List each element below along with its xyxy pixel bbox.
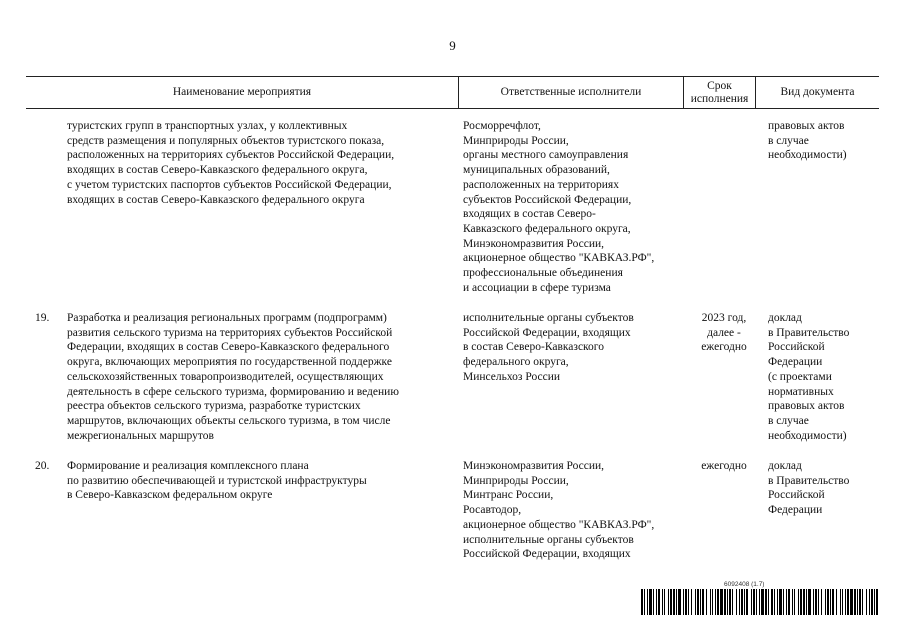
- barcode-bar: [813, 589, 814, 615]
- barcode-bar: [871, 589, 873, 615]
- barcode-bar: [753, 589, 755, 615]
- barcode-bar: [683, 589, 684, 615]
- barcode-bar: [741, 589, 743, 615]
- header-responsible: Ответственные исполнители: [500, 86, 642, 98]
- barcode-bar: [827, 589, 829, 615]
- barcode-bar: [761, 589, 764, 615]
- row-responsible: исполнительные органы субъектов Российской Федерации, входящих в состав Северо-Кавказского федерального округа, Минсельхоз России: [463, 312, 634, 383]
- row-name: туристских групп в транспортных узлах, у коллективных средств размещения и популярных объектов туристского показа, расположенных на территориях субъектов Российской Федерации, входящих в состав Северо-Кавказского федерального округа, с учетом туристских паспортов субъектов Российской Федерации, входящих в состав Северо-Кавказского федерального округа: [67, 120, 395, 206]
- barcode-bar: [691, 589, 692, 615]
- barcode-bar: [712, 589, 713, 615]
- barcode-bar: [710, 589, 711, 615]
- barcode-bar: [830, 589, 831, 615]
- barcode-bar: [825, 589, 826, 615]
- row-number: 19.: [35, 312, 50, 324]
- barcode-bar: [806, 589, 807, 615]
- barcode-bar: [670, 589, 672, 615]
- barcode-bar: [746, 589, 748, 615]
- barcode-bar: [744, 589, 745, 615]
- barcode-bar: [866, 589, 867, 615]
- barcode-bar: [783, 589, 784, 615]
- barcode-bar: [771, 589, 773, 615]
- barcode-bar: [840, 589, 841, 615]
- row-name: Разработка и реализация региональных программ (подпрограмм) развития сельского туризма на территориях субъектов Российской Федерации, входящих в состав Северо-Кавказского федерального округа, включающих мероприятия по государственной поддержке сельскохозяйственных товаропроизводителей, осуществляющих деятельность в сфере сельского туризма, формированию и ведению реестра объектов сельского туризма, разработке туристских маршрутов, включающих объекты сельского туризма, в том числе межрегиональных маршрутов: [67, 312, 399, 442]
- header-name: Наименование мероприятия: [172, 86, 312, 98]
- barcode-bar: [821, 589, 822, 615]
- barcode-bar: [854, 589, 856, 615]
- barcode-bar: [857, 589, 858, 615]
- barcode-bar: [685, 589, 687, 615]
- barcode-bar: [818, 589, 819, 615]
- barcode-bar: [803, 589, 805, 615]
- barcode-bar: [798, 589, 799, 615]
- row-doctype: доклад в Правительство Российской Федерации (с проектами нормативных правовых актов в случае необходимости): [768, 312, 850, 442]
- barcode-bar: [768, 589, 769, 615]
- barcode-bar: [842, 589, 843, 615]
- barcode-bar: [739, 589, 740, 615]
- barcode-bar: [702, 589, 704, 615]
- barcode-bar: [673, 589, 675, 615]
- barcode-bar: [695, 589, 696, 615]
- barcode-bar: [678, 589, 681, 615]
- barcode-bar: [794, 589, 795, 615]
- row-responsible: Росморречфлот, Минприроды России, органы местного самоуправления муниципальных образований, расположенных на территориях субъектов Российской Федерации, входящих в состав Северо- Кавказского федерального округа, Минэкономразвития России, акционерное общество "КАВКАЗ.РФ", профессиональные объединения и ассоциации в сфере туризма: [463, 120, 655, 294]
- barcode-bar: [788, 589, 790, 615]
- barcode-bar: [800, 589, 802, 615]
- barcode-bar: [653, 589, 654, 615]
- barcode-bar: [656, 589, 657, 615]
- barcode-bar: [777, 589, 778, 615]
- barcode-bar: [644, 589, 645, 615]
- barcode-bar: [759, 589, 760, 615]
- barcode-bar: [706, 589, 707, 615]
- barcode-bar: [717, 589, 719, 615]
- row-deadline: ежегодно: [701, 460, 747, 472]
- barcode-bar: [700, 589, 701, 615]
- barcode-bar: [774, 589, 775, 615]
- row-deadline: 2023 год, далее - ежегодно: [701, 312, 747, 354]
- barcode-bar: [729, 589, 731, 615]
- barcode-bar: [779, 589, 782, 615]
- barcode-bar: [724, 589, 726, 615]
- barcode-bar: [859, 589, 861, 615]
- barcode-bar: [869, 589, 870, 615]
- barcode-bar: [688, 589, 689, 615]
- barcode-bar: [836, 589, 837, 615]
- barcode-bar: [720, 589, 723, 615]
- barcode-bar: [664, 589, 665, 615]
- barcode-bar: [715, 589, 716, 615]
- header-doctype: Вид документа: [780, 86, 855, 98]
- barcode-bar: [850, 589, 853, 615]
- barcode-bar: [641, 589, 643, 615]
- barcode-bar: [756, 589, 757, 615]
- barcode-bar: [786, 589, 787, 615]
- barcode-bar: [676, 589, 677, 615]
- barcode-bar: [876, 589, 878, 615]
- row-doctype: правовых актов в случае необходимости): [768, 120, 847, 162]
- row-number: 20.: [35, 460, 50, 472]
- table-header: [26, 76, 879, 109]
- barcode-bar: [751, 589, 752, 615]
- barcode-bar: [808, 589, 811, 615]
- barcode-bar: [765, 589, 767, 615]
- barcode-bar: [668, 589, 669, 615]
- barcode-image: [641, 589, 879, 615]
- row-doctype: доклад в Правительство Российской Федерации: [768, 460, 850, 517]
- row-responsible: Минэкономразвития России, Минприроды России, Минтранс России, Росавтодор, акционерное общество "КАВКАЗ.РФ", исполнительные органы субъектов Российской Федерации, входящих: [463, 460, 655, 561]
- page-number: 9: [449, 38, 456, 53]
- barcode-bar: [815, 589, 817, 615]
- barcode-bar: [832, 589, 834, 615]
- barcode-bar: [732, 589, 733, 615]
- barcode-bar: [647, 589, 648, 615]
- barcode-bar: [736, 589, 737, 615]
- barcode-bar: [847, 589, 849, 615]
- barcode-bar: [662, 589, 663, 615]
- barcode-bar: [697, 589, 699, 615]
- row-name: Формирование и реализация комплексного плана по развитию обеспечивающей и туристской инфраструктуры в Северо-Кавказском федеральном округе: [67, 460, 367, 502]
- barcode-bar: [727, 589, 728, 615]
- barcode-bar: [862, 589, 863, 615]
- barcode-bar: [658, 589, 660, 615]
- barcode-bar: [845, 589, 846, 615]
- barcode-label: 6092408 (1.7): [724, 581, 765, 588]
- header-deadline: Срок исполнения: [690, 79, 749, 105]
- barcode-bar: [874, 589, 875, 615]
- barcode-bar: [792, 589, 793, 615]
- barcode-bar: [649, 589, 652, 615]
